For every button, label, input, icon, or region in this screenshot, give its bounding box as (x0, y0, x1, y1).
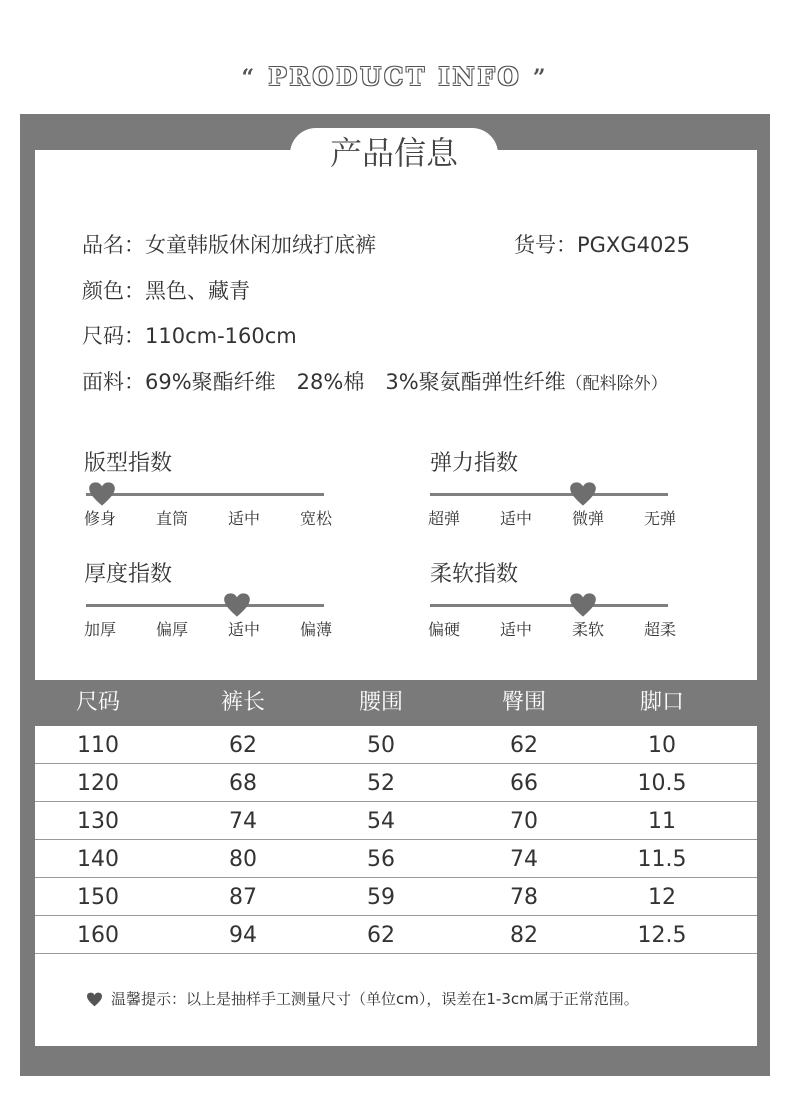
header-cell-waist: 腰围 (358, 690, 403, 715)
size-value: 110cm-160cm (145, 324, 297, 348)
product-name-label: 品名： (82, 233, 145, 257)
table-cell: 78 (510, 885, 538, 910)
size-label: 尺码： (82, 324, 145, 348)
gauge-tick: 适中 (227, 620, 260, 639)
fabric-note: （配料除外） (565, 374, 668, 394)
table-row (35, 764, 757, 802)
table-row (35, 726, 757, 764)
sku-label: 货号： (514, 233, 577, 257)
sku-row (514, 229, 690, 259)
header-cell-hem: 脚口 (639, 690, 684, 715)
table-cell: 11.5 (637, 847, 687, 872)
table-cell: 130 (77, 809, 119, 834)
size-range-row (82, 320, 297, 350)
table-cell: 11 (648, 809, 676, 834)
table-cell: 62 (367, 923, 395, 948)
table-cell: 52 (367, 771, 395, 796)
table-cell: 54 (367, 809, 395, 834)
tip-text: 温馨提示：以上是抽样手工测量尺寸（单位cm），误差在1-3cm属于正常范围。 (111, 990, 639, 1008)
table-row (35, 916, 757, 954)
table-cell: 66 (510, 771, 538, 796)
gauge-ticks (84, 506, 332, 529)
table-cell: 110 (77, 733, 119, 758)
measurement-tip (86, 988, 639, 1009)
table-cell: 160 (77, 923, 119, 948)
gauge-tick: 柔软 (571, 620, 604, 639)
header-cell-length: 裤长 (220, 690, 265, 715)
table-cell: 59 (367, 885, 395, 910)
table-cell: 140 (77, 847, 119, 872)
header-cell-hip: 臀围 (501, 690, 546, 715)
gauge-line (430, 604, 668, 607)
gauge-tick: 适中 (499, 620, 532, 639)
gauge-tick: 适中 (227, 509, 260, 528)
gauge-title: 弹力指数 (430, 451, 519, 476)
fabric-label: 面料： (82, 370, 145, 394)
gauge-ticks (428, 617, 676, 640)
table-cell: 87 (229, 885, 257, 910)
gauge-tick: 加厚 (84, 620, 117, 639)
gauge-title: 柔软指数 (430, 562, 519, 587)
gauge-title: 版型指数 (84, 451, 173, 476)
table-cell: 12.5 (637, 923, 687, 948)
gauge-tick: 超柔 (643, 620, 676, 639)
table-cell: 120 (77, 771, 119, 796)
gauge-tick: 无弹 (643, 509, 676, 528)
gauge-ticks (428, 506, 676, 529)
gauge-tick: 偏硬 (428, 620, 461, 639)
product-name-row (82, 229, 376, 259)
gauge-tick: 超弹 (428, 509, 461, 528)
header-cell-size: 尺码 (75, 690, 120, 715)
gauge-line (430, 493, 668, 496)
product-name-value: 女童韩版休闲加绒打底裤 (145, 233, 376, 257)
color-label: 颜色： (82, 279, 145, 303)
sku-value: PGXG4025 (577, 233, 691, 257)
gauge-tick: 微弹 (571, 509, 604, 528)
table-cell: 70 (510, 809, 538, 834)
banner-close-quote: ” (532, 65, 549, 91)
heart-icon (86, 992, 103, 1007)
gauge-line (86, 493, 324, 496)
fabric-value: 69%聚酯纤维 28%棉 3%聚氨酯弹性纤维 (145, 370, 566, 394)
gauge-tick: 宽松 (299, 509, 332, 528)
table-cell: 150 (77, 885, 119, 910)
color-value: 黑色、藏青 (145, 279, 250, 303)
table-row (35, 840, 757, 878)
gauge-ticks (84, 617, 332, 640)
table-row (35, 802, 757, 840)
gauge-tick: 直筒 (155, 509, 188, 528)
section-title: 产品信息 (290, 128, 498, 178)
banner-open-quote: “ (241, 65, 258, 91)
table-row (35, 878, 757, 916)
table-cell: 50 (367, 733, 395, 758)
heart-marker-icon (223, 592, 251, 618)
gauge-tick: 偏薄 (299, 620, 332, 639)
table-cell: 12 (648, 885, 676, 910)
heart-marker-icon (88, 481, 116, 507)
table-cell: 82 (510, 923, 538, 948)
table-cell: 10.5 (637, 771, 687, 796)
gauge-tick: 修身 (84, 509, 117, 528)
table-cell: 62 (229, 733, 257, 758)
heart-marker-icon (569, 592, 597, 618)
table-cell: 80 (229, 847, 257, 872)
table-cell: 62 (510, 733, 538, 758)
banner-text: PRODUCT INFO (268, 62, 522, 91)
color-row (82, 275, 250, 305)
table-cell: 74 (510, 847, 538, 872)
gauge-tick: 适中 (499, 509, 532, 528)
gauge-tick: 偏厚 (155, 620, 188, 639)
table-cell: 74 (229, 809, 257, 834)
fabric-row (82, 366, 668, 396)
product-info-banner (0, 62, 790, 91)
table-cell: 10 (648, 733, 676, 758)
gauge-title: 厚度指数 (84, 562, 173, 587)
heart-marker-icon (569, 481, 597, 507)
table-cell: 68 (229, 771, 257, 796)
gauge-line (86, 604, 324, 607)
table-cell: 94 (229, 923, 257, 948)
size-table-header (35, 680, 757, 726)
table-cell: 56 (367, 847, 395, 872)
